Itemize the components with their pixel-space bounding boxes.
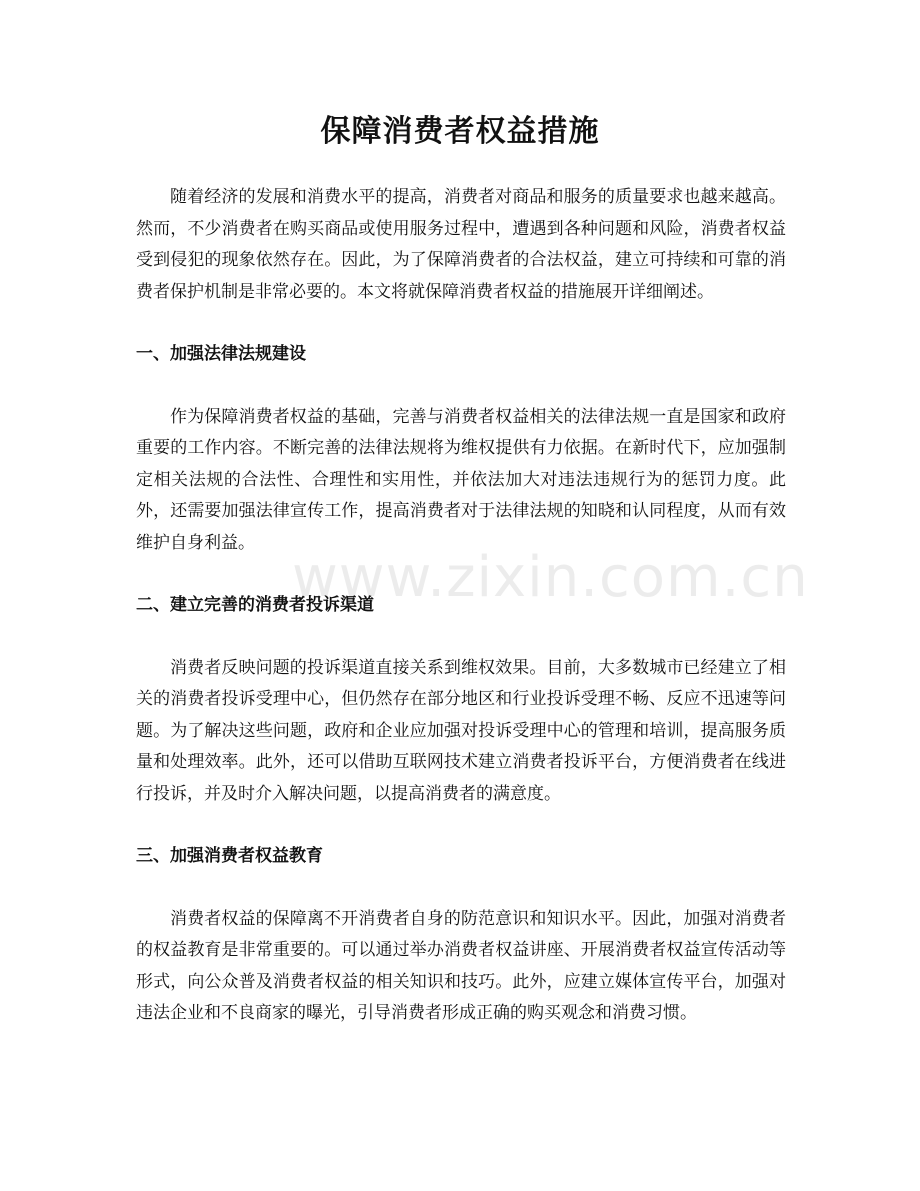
section-heading-1: 一、加强法律法规建设 (136, 344, 306, 364)
page-title: 保障消费者权益措施 (320, 114, 600, 149)
section-paragraph-2: 消费者反映问题的投诉渠道直接关系到维权效果。目前，大多数城市已经建立了相关的消费者投诉受理中心，但仍然存在部分地区和行业投诉受理不畅、反应不迅速等问题。为了解决这些问题，政府和企业应加强对投诉受理中心的管理和培训，提高服务质量和处理效率。此外，还可以借助互联网技术建立消费者投诉平台，方便消费者在线进行投诉，并及时介入解决问题，以提高消费者的满意度。 (136, 657, 786, 804)
section-heading-3: 三、加强消费者权益教育 (136, 846, 323, 866)
document-body (136, 182, 786, 1030)
section-heading-2: 二、建立完善的消费者投诉渠道 (136, 595, 374, 615)
watermark-text: www.zixin.com.cn (292, 545, 809, 610)
section-paragraph-1: 作为保障消费者权益的基础，完善与消费者权益相关的法律法规一直是国家和政府重要的工作内容。不断完善的法律法规将为维权提供有力依据。在新时代下，应加强制定相关法规的合法性、合理性和实用性，并依法加大对违法违规行为的惩罚力度。此外，还需要加强法律宣传工作，提高消费者对于法律法规的知晓和认同程度，从而有效维护自身利益。 (136, 406, 786, 553)
section-paragraph-3: 消费者权益的保障离不开消费者自身的防范意识和知识水平。因此，加强对消费者的权益教育是非常重要的。可以通过举办消费者权益讲座、开展消费者权益宣传活动等形式，向公众普及消费者权益的相关知识和技巧。此外，应建立媒体宣传平台，加强对违法企业和不良商家的曝光，引导消费者形成正确的购买观念和消费习惯。 (136, 908, 786, 1023)
intro-paragraph: 随着经济的发展和消费水平的提高，消费者对商品和服务的质量要求也越来越高。然而，不少消费者在购买商品或使用服务过程中，遭遇到各种问题和风险，消费者权益受到侵犯的现象依然存在。因此，为了保障消费者的合法权益，建立可持续和可靠的消费者保护机制是非常必要的。本文将就保障消费者权益的措施展开详细阐述。 (136, 187, 786, 302)
